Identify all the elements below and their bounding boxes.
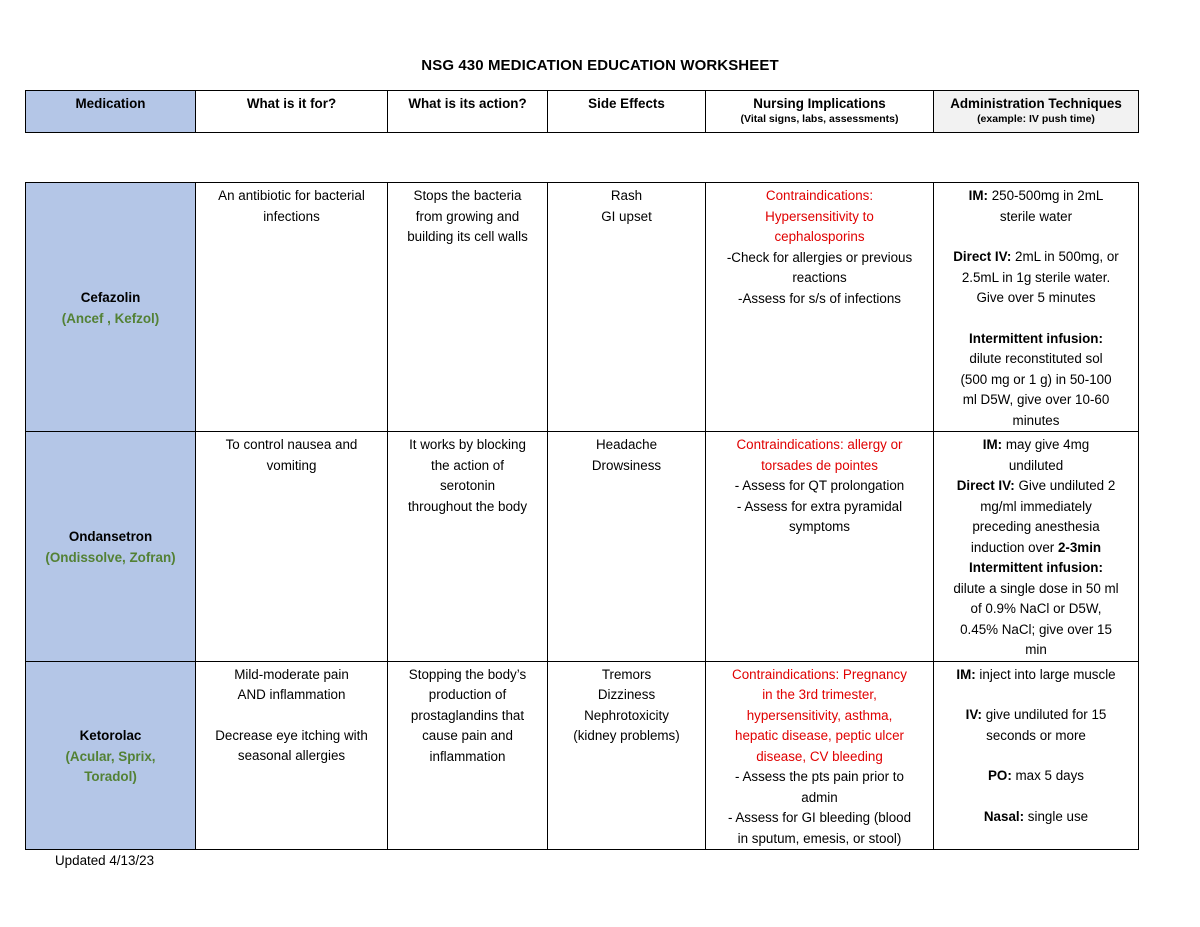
medication-name-cell: Cefazolin (Ancef , Kefzol) (26, 183, 196, 432)
table-row (26, 661, 1139, 850)
side-effects-cell: Tremors Dizziness Nephrotoxicity (kidney problems) (548, 661, 706, 850)
admin-cell: IM: may give 4mg undiluted Direct IV: Give undiluted 2 mg/ml immediately preceding anesthesia induction over 2-3min Intermittent infusion: dilute a single dose in 50 ml of 0.9% NaCl or D5W, 0.45% NaCl; give over 15 min (934, 432, 1139, 662)
nursing-cell: Contraindications: Pregnancy in the 3rd trimester, hypersensitivity, asthma, hepatic disease, peptic ulcer disease, CV bleeding - Assess the pts pain prior to admin - Assess for GI bleeding (blood in sputum, emesis, or stool) (706, 661, 934, 850)
medication-table (25, 182, 1139, 850)
header-side-effects: Side Effects (548, 91, 706, 133)
what-for-cell: Mild-moderate pain AND inflammation Decrease eye itching with seasonal allergies (196, 661, 388, 850)
updated-date: Updated 4/13/23 (55, 853, 155, 868)
header-nursing: Nursing Implications (Vital signs, labs, assessments) (706, 91, 934, 133)
what-for-cell: An antibiotic for bacterial infections (196, 183, 388, 432)
action-cell: It works by blocking the action of serotonin throughout the body (388, 432, 548, 662)
medication-name-cell: Ketorolac (Acular, Sprix, Toradol) (26, 661, 196, 850)
header-table (25, 90, 1139, 133)
table-row (26, 432, 1139, 662)
nursing-cell: Contraindications: allergy or torsades de pointes - Assess for QT prolongation - Assess for extra pyramidal symptoms (706, 432, 934, 662)
header-admin: Administration Techniques (example: IV push time) (934, 91, 1139, 133)
admin-cell: IM: inject into large muscle IV: give undiluted for 15 seconds or more PO: max 5 days Nasal: single use (934, 661, 1139, 850)
side-effects-cell: Rash GI upset (548, 183, 706, 432)
header-action: What is its action? (388, 91, 548, 133)
nursing-cell: Contraindications: Hypersensitivity to cephalosporins -Check for allergies or previous reactions -Assess for s/s of infections (706, 183, 934, 432)
header-medication: Medication (26, 91, 196, 133)
what-for-cell: To control nausea and vomiting (196, 432, 388, 662)
table-row (26, 183, 1139, 432)
side-effects-cell: Headache Drowsiness (548, 432, 706, 662)
medication-name-cell: Ondansetron (Ondissolve, Zofran) (26, 432, 196, 662)
admin-cell: IM: 250-500mg in 2mL sterile water Direct IV: 2mL in 500mg, or 2.5mL in 1g sterile water. Give over 5 minutes Intermittent infusion: dilute reconstituted sol (500 mg or 1 g) in 50-100 ml D5W, give over 10-60 minutes (934, 183, 1139, 432)
worksheet-title: NSG 430 MEDICATION EDUCATION WORKSHEET (421, 57, 779, 74)
header-what-for: What is it for? (196, 91, 388, 133)
action-cell: Stops the bacteria from growing and building its cell walls (388, 183, 548, 432)
action-cell: Stopping the body’s production of prostaglandins that cause pain and inflammation (388, 661, 548, 850)
